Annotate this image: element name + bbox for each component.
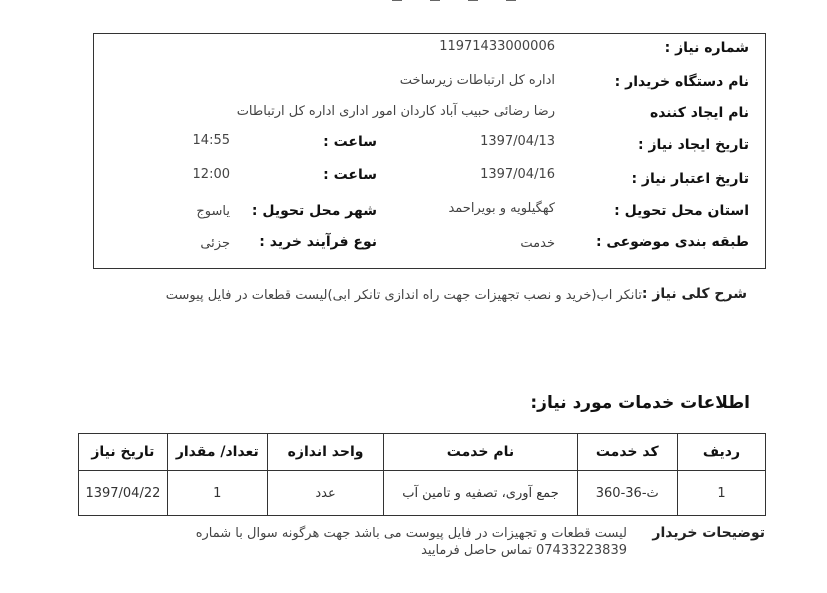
province-value: کهگیلویه و بویراحمد (448, 201, 555, 216)
cell-code: ث-36-360 (577, 471, 677, 516)
created-time-label: ساعت : (323, 134, 377, 150)
buyer-notes-text (107, 525, 627, 559)
cell-date: 1397/04/22 (79, 471, 168, 516)
creator-label: نام ایجاد کننده (649, 105, 749, 121)
valid-date-value: 1397/04/16 (480, 167, 555, 182)
col-code-header: کد خدمت (577, 434, 677, 471)
process-label: نوع فرآیند خرید : (259, 234, 377, 250)
need-info-box (93, 33, 766, 269)
buyer-notes-line1: لیست قطعات و تجهیزات در فایل پیوست می باشد جهت هرگونه سوال با شماره (195, 526, 627, 541)
category-label: طبقه بندی موضوعی : (595, 234, 749, 250)
col-row-header: ردیف (677, 434, 765, 471)
city-label: شهر محل تحویل : (251, 203, 377, 219)
valid-date-label: تاریخ اعتبار نیاز : (631, 171, 749, 187)
cell-row: 1 (677, 471, 765, 516)
services-table (78, 433, 766, 516)
table-row (79, 471, 766, 516)
buyer-org-value: اداره کل ارتباطات زیرساخت (399, 73, 555, 88)
created-date-value: 1397/04/13 (480, 134, 555, 149)
need-number-value: 11971433000006 (439, 39, 555, 54)
col-name-header: نام خدمت (384, 434, 577, 471)
buyer-notes-label: توضیحات خریدار (652, 525, 765, 541)
col-qty-header: تعداد/ مقدار (167, 434, 267, 471)
created-date-label: تاریخ ایجاد نیاز : (637, 137, 749, 153)
services-header-row (79, 434, 766, 471)
services-section-title: اطلاعات خدمات مورد نیاز: (530, 393, 750, 413)
col-unit-header: واحد اندازه (267, 434, 384, 471)
col-date-header: تاریخ نیاز (79, 434, 168, 471)
description-label: شرح کلی نیاز : (641, 286, 747, 302)
city-value: یاسوج (196, 204, 230, 219)
category-value: خدمت (520, 236, 555, 251)
valid-time-label: ساعت : (323, 167, 377, 183)
buyer-org-label: نام دستگاه خریدار : (614, 74, 749, 90)
cell-name: جمع آوری، تصفیه و تامین آب (384, 471, 577, 516)
valid-time-value: 12:00 (192, 167, 230, 182)
cell-unit: عدد (267, 471, 384, 516)
cropped-heading-fragment (300, 0, 530, 6)
creator-value: رضا رضائی حبیب آباد کاردان امور اداری اداره کل ارتباطات (236, 104, 555, 119)
cell-qty: 1 (167, 471, 267, 516)
need-number-label: شماره نیاز : (664, 40, 749, 56)
province-label: استان محل تحویل : (614, 203, 749, 219)
buyer-notes-line2: 07433223839 تماس حاصل فرمایید (421, 543, 627, 558)
description-value: تانکر اب(خرید و نصب تجهیزات جهت راه اندازی تانکر ابی)لیست قطعات در فایل پیوست (165, 288, 642, 303)
created-time-value: 14:55 (192, 133, 230, 148)
process-value: جزئی (200, 236, 230, 251)
